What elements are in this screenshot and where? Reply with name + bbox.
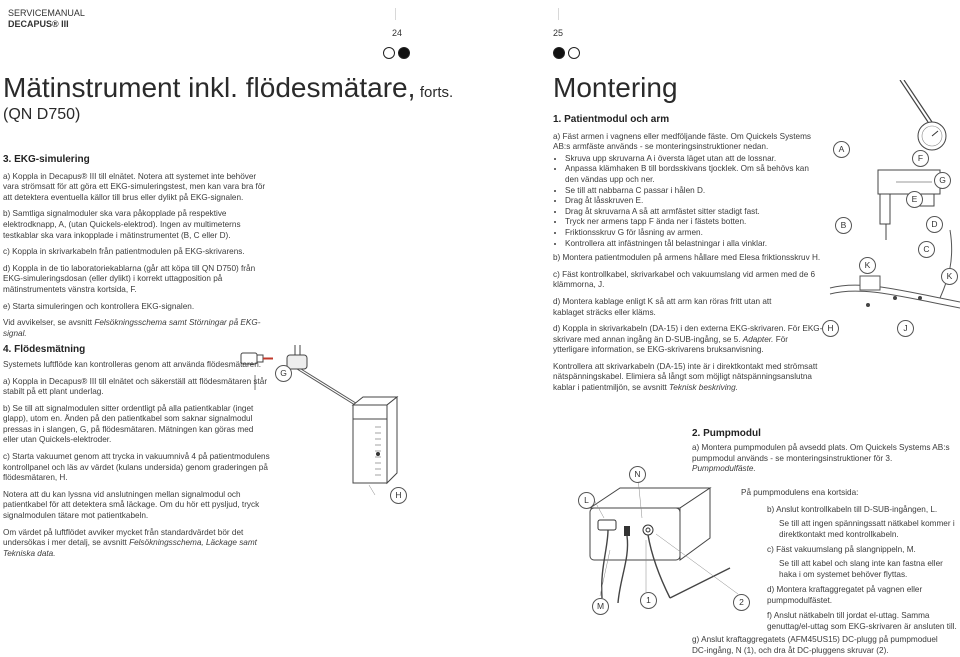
page-title-left [3, 72, 473, 124]
sec4-b: b) Se till att signalmodulen sitter ordentligt på alla patientkablar (inget glapp), utom en. Änden på den patientkabel som saknar signalmodul pressas in i slangen, G, på flödesmätaren. Mätningen kan göras med eller utan Quickels-elektroder. [3, 403, 254, 445]
sec1-c: c) Fäst kontrollkabel, skrivarkabel och vakuumslang vid armen med de 6 klämmorna, J. [553, 269, 816, 290]
sec1-d2-text: d) Koppla in skrivarkabeln (DA-15) i den externa EKG-skrivaren. För EKG-skrivare med annan ingång än D-SUB-ingång, se 5. [553, 324, 823, 344]
mount-step: • Anpassa klämhaken B till bordsskivans tjocklek. Om så behövs kan den vändas upp och ner. [565, 164, 823, 185]
pump-label-m: M [592, 598, 609, 615]
pump-label-n: N [629, 466, 646, 483]
section-1-title: 1. Patientmodul och arm [553, 114, 670, 125]
filled-dot-icon [553, 47, 565, 59]
arm-pole [900, 80, 932, 122]
sec2-g: g) Anslut kraftaggregatets (AFM45US15) DC-plugg på pumpmoduel DC-ingång, N (1), och dra åt DC-pluggens skruvar (2). [692, 635, 938, 655]
figure-label-h: H [390, 487, 407, 504]
sec1-b: b) Montera patientmodulen på armens hållare med Elesa friktionsskruv H. [553, 253, 821, 263]
title-line1: Mätinstrument inkl. flödesmätare, [3, 72, 416, 103]
sec2-b: b) Anslut kontrollkabeln till D-SUB-ingången, L. [767, 505, 938, 514]
sec3-f-text: Vid avvikelser, se avsnitt [3, 318, 95, 328]
arm-label-e: E [906, 191, 923, 208]
filled-dot-icon [398, 47, 410, 59]
sec2-b-heading: På pumpmodulens ena kortsida: [741, 488, 859, 497]
sec1-d2-text-end: För ytterligare information, se EKG-skrivarens bruksanvisning. [553, 334, 789, 355]
sec4-intro: Systemets luftflöde kan kontrolleras genom att använda flödesmätaren. [3, 359, 262, 369]
arm-label-h: H [822, 320, 839, 337]
pump-label-1: 1 [640, 592, 657, 609]
cable-clips [866, 296, 922, 307]
arm-label-j: J [897, 320, 914, 337]
mount-step: • Tryck ner armens tapp F ända ner i fästets botten. [565, 217, 823, 228]
mount-step: • Drag åt skruvarna A så att armfästet sitter stadigt fast. [565, 207, 823, 218]
arm-label-k2: K [941, 268, 958, 285]
hose-nipple-icon [624, 526, 630, 536]
mount-steps-list [553, 154, 823, 249]
sec4-c: c) Starta vakuumet genom att trycka in vakuumnivå 4 på patientmodulens kontrollpanel och läs av värdet (kulans undersida) genom graderingen på flödesmätaren, H. [3, 452, 270, 483]
mount-step: • Friktionsskruv G för låsning av armen. [565, 228, 823, 239]
flowmeter-body [353, 397, 397, 483]
sec1-e-text: Kontrollera att skrivarkabeln (DA-15) inte är i direktkontakt med strömsatt nätspänningskabel. Elimiera så långt som möjligt nätspänningsanslutna kablar i patientmiljön, se avsnitt [553, 361, 818, 393]
title-line2: (QN D750) [3, 106, 81, 123]
pump-illustration [580, 468, 755, 618]
header-rule-left [395, 8, 396, 20]
connector-plug-icon [241, 353, 273, 364]
page-number-left: 24 [392, 28, 403, 38]
arm-label-c: C [918, 241, 935, 258]
mount-step: • Drag åt låsskruven E. [565, 196, 823, 207]
sec2-f: f) Anslut nätkabeln till jordat el-uttag. Samma genuttag/el-uttag som EKG-skrivaren är ansluten till. [767, 611, 957, 631]
arm-label-f: F [912, 150, 929, 167]
pump-box [590, 488, 710, 560]
section-4-title: 4. Flödesmätning [3, 344, 86, 356]
right-column-upper [553, 115, 823, 400]
sec3-b: b) Samtliga signalmoduler ska vara påkopplade på respektive elektrodknapp, A, (utan Quickels-elektrod). Ingen av multimeterns testkablar ska vara inkopplade i mätinstrumentet (B, C eller D). [3, 209, 241, 240]
sec3-f [3, 318, 270, 339]
sec4-end-ref: Felsökningsschema, Läckage samt Tekniska data. [3, 538, 257, 558]
product-name: DECAPUS® III [8, 19, 69, 29]
sec1-e [553, 362, 823, 394]
mount-step: • Kontrollera att infästningen tål belastningar i alla vinklar. [565, 239, 823, 250]
sec2-c: c) Fäst vakuumslang på slangnippeln, M. [767, 545, 916, 554]
page-title-right: Montering [553, 72, 678, 103]
rod [297, 369, 355, 405]
header-rule-right [558, 8, 559, 20]
section-3-title: 3. EKG-simulering [3, 154, 90, 165]
sec1-d: d) Montera kablage enligt K så att arm kan röras fritt utan att kablaget sträcks eller kläms. [553, 296, 772, 317]
mount-step: • Se till att nabbarna C passar i hålen D. [565, 186, 823, 197]
tube-connector [287, 345, 307, 369]
pump-label-2: 2 [733, 594, 750, 611]
sec4-note: Notera att du kan lyssna vid anslutningen mellan signalmodul och patientkabel för att detektera små läckage. Om du hör ett pysljud, tryck signalmodulen tätare mot patientkabeln. [3, 489, 260, 521]
mount-step: • Skruva upp skruvarna A i översta läget utan att de lossnar. [565, 154, 823, 165]
gauge-icon [918, 122, 946, 150]
empty-dot-icon [383, 47, 395, 59]
left-column [3, 155, 270, 565]
sec2-d: d) Montera kraftaggregatet på vagnen eller pumpmodulfästet. [767, 585, 923, 605]
empty-dot-icon [568, 47, 580, 59]
arm-label-g: G [934, 172, 951, 189]
sec3-a: a) Koppla in Decapus® III till elnätet. Notera att systemet inte behöver vara strömsatt för att göra ett EKG-simuleringstest, men kan vara bra för att detektera eventuella källor till brus eller dylikt på EKG-signalen. [3, 171, 266, 202]
title-forts: forts. [419, 84, 454, 101]
flow-ball [376, 452, 380, 456]
rod-2 [301, 369, 359, 405]
sec3-f-ref: Felsökningsschema samt Störningar på EKG-signal. [3, 318, 261, 338]
sec3-d: d) Koppla in de tio laboratoriekablarna (går att köpa till QN D750) från EKG-simuleringsdosan (eller dylikt) i korrekt uttagposition på mätinstrumentets vänstra kortsida, F. [3, 263, 256, 294]
sec1-e-ref: Teknisk beskriving. [669, 383, 738, 393]
section-2-title: 2. Pumpmodul [692, 428, 761, 439]
sec1-d2 [553, 324, 823, 356]
sec4-end [3, 528, 270, 560]
sec1-d2-ref: Adapter. [742, 334, 774, 344]
pump-label-l: L [578, 492, 595, 509]
sec4-a: a) Koppla in Decapus® III till elnätet och säkerställ att flödesmätaren står stabilt på ett plant underlag. [3, 376, 268, 397]
sec3-e: e) Starta simuleringen och kontrollera EKG-signalen. [3, 301, 195, 311]
manual-label: SERVICEMANUAL [8, 8, 85, 18]
page-indicator-right [553, 46, 583, 64]
sec2-a-text: a) Montera pumpmodulen på avsedd plats. Om Quickels Systems AB:s pumpmodul används - se monteringsinstruktioner för 3. [692, 443, 950, 463]
sec2-b-note: Se till att ingen spänningssatt nätkabel kommer i direktkontakt med kontrollkabeln. [779, 519, 955, 539]
sec3-c: c) Koppla in skrivarkabeln från patientmodulen på EKG-skrivarens. [3, 247, 245, 257]
figure-label-g: G [275, 365, 292, 382]
sec2-a-ref: Pumpmodulfäste. [692, 464, 756, 474]
page-number-right: 25 [553, 28, 564, 38]
leader-h [369, 485, 375, 495]
arm-label-d: D [926, 216, 943, 233]
sec4-end-text: Om värdet på luftflödet avviker mycket från standardvärdet bör det undersökas i mer detalj, se avsnitt [3, 527, 244, 548]
arm-label-a: A [833, 141, 850, 158]
arm-label-k1: K [859, 257, 876, 274]
sec2-c-note: Se till att kabel och slang inte kan fastna eller haka i om systemet behöver flyttas. [779, 559, 943, 579]
page-indicator-left [383, 46, 413, 64]
sec1-a: a) Fäst armen i vagnens eller medföljande fäste. Om Quickels Systems AB:s armfäste används - se monteringsinstruktioner nedan. [553, 131, 812, 152]
arm-illustration [820, 80, 960, 340]
arm-label-b: B [835, 217, 852, 234]
flowmeter-illustration [235, 335, 415, 520]
